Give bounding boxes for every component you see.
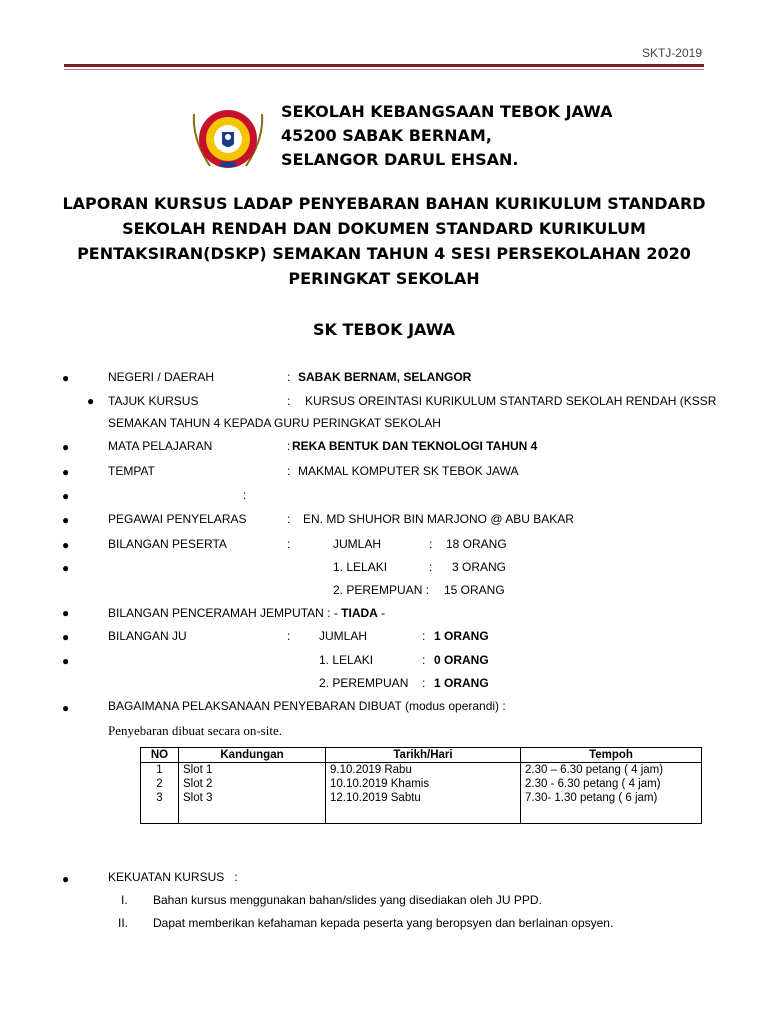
document-code: SKTJ-2019: [641, 46, 702, 60]
pelaksanaan-value: Penyebaran dibuat secara on-site.: [108, 723, 282, 738]
peserta-label: BILANGAN PESERTA: [108, 537, 227, 551]
kekuatan-text-2: Dapat memberikan kefahaman kepada peserta yang beropsyen dan berlainan opsyen.: [153, 916, 614, 930]
title-line-2: SEKOLAH RENDAH DAN DOKUMEN STANDARD KURIKULUM: [122, 219, 646, 238]
table-body-row: [141, 763, 702, 824]
bullet: ●: [62, 654, 70, 668]
colon: :: [429, 560, 433, 574]
tajuk-value-line2: SEMAKAN TAHUN 4 KEPADA GURU PERINGKAT SEKOLAH: [108, 416, 441, 430]
school-postcode: 45200 SABAK BERNAM,: [281, 126, 492, 145]
pelaksanaan-label: BAGAIMANA PELAKSANAAN PENYEBARAN DIBUAT: [108, 699, 402, 713]
colon: :: [422, 653, 426, 667]
peserta-jumlah-value: 18 ORANG: [446, 537, 507, 551]
bullet: ●: [62, 606, 70, 620]
peserta-perempuan-value: 15 ORANG: [444, 583, 505, 597]
colon: :: [422, 676, 426, 690]
school-crest-logo: [188, 104, 268, 174]
pegawai-value: EN. MD SHUHOR BIN MARJONO @ ABU BAKAR: [303, 512, 574, 526]
bullet: ●: [62, 872, 70, 886]
bullet: ●: [62, 561, 70, 575]
school-subtitle: SK TEBOK JAWA: [312, 320, 456, 339]
colon: :: [287, 439, 291, 453]
title-line-1: LAPORAN KURSUS LADAP PENYEBARAN BAHAN KURIKULUM STANDARD: [62, 194, 706, 213]
header-rule-thin: [64, 69, 704, 70]
peserta-lelaki-label: 1. LELAKI: [333, 560, 388, 574]
ju-jumlah-label: JUMLAH: [319, 629, 368, 643]
school-state: SELANGOR DARUL EHSAN.: [281, 150, 519, 169]
report-title: [60, 191, 708, 291]
colon: :: [287, 370, 291, 384]
tempat-value: MAKMAL KOMPUTER SK TEBOK JAWA: [298, 464, 519, 478]
peserta-perempuan-label: 2. PEREMPUAN :: [333, 583, 430, 597]
negeri-label: NEGERI / DAERAH: [108, 370, 215, 384]
kekuatan-line: KEKUATAN KURSUS :: [108, 870, 238, 884]
bullet: ●: [62, 538, 70, 552]
pegawai-label: PEGAWAI PENYELARAS: [108, 512, 247, 526]
colon: :: [287, 394, 291, 408]
kekuatan-num-2: II.: [118, 916, 129, 930]
tajuk-value-line1: KURSUS OREINTASI KURIKULUM STANTARD SEKOLAH RENDAH (KSSR: [305, 394, 717, 408]
ju-lelaki-value: 0 ORANG: [434, 653, 489, 667]
penceramah-suffix: -: [381, 606, 386, 620]
ju-jumlah-value: 1 ORANG: [434, 629, 489, 643]
tajuk-label: TAJUK KURSUS: [108, 394, 199, 408]
mata-label: MATA PELAJARAN: [108, 439, 213, 453]
cell-kandungan: Slot 2: [183, 778, 213, 790]
pelaksanaan-line: [108, 698, 506, 714]
ju-perempuan-value: 1 ORANG: [434, 676, 489, 690]
school-name: SEKOLAH KEBANGSAAN TEBOK JAWA: [281, 102, 613, 121]
colon: :: [287, 464, 291, 478]
col-header-tempoh: Tempoh: [521, 748, 702, 763]
peserta-lelaki-value: 3 ORANG: [452, 560, 507, 574]
colon: :: [287, 512, 291, 526]
colon: :: [422, 629, 426, 643]
peserta-jumlah-label: JUMLAH: [333, 537, 382, 551]
cell-tempoh: 2.30 – 6.30 petang ( 4 jam): [525, 764, 664, 776]
mata-value: REKA BENTUK DAN TEKNOLOGI TAHUN 4: [292, 439, 538, 453]
cell-no: 2: [156, 778, 163, 790]
title-line-4: PERINGKAT SEKOLAH: [288, 269, 480, 288]
cell-tempoh: 7.30- 1.30 petang ( 6 jam): [525, 792, 658, 804]
header-rule: [64, 64, 704, 67]
title-line-3: PENTAKSIRAN(DSKP) SEMAKAN TAHUN 4 SESI PERSEKOLAHAN 2020: [77, 244, 691, 263]
colon: :: [429, 537, 433, 551]
kekuatan-num-1: I.: [121, 893, 128, 907]
bullet: ●: [62, 630, 70, 644]
cell-no: 1: [156, 764, 163, 776]
colon: :: [287, 629, 291, 643]
col-header-kandungan: Kandungan: [179, 748, 326, 763]
penceramah-value: TIADA: [341, 606, 378, 620]
cell-kandungan: Slot 1: [183, 764, 213, 776]
schedule-table: [140, 747, 702, 824]
tempat-label: TEMPAT: [108, 464, 155, 478]
col-header-tarikh: Tarikh/Hari: [326, 748, 521, 763]
ju-perempuan-label: 2. PEREMPUAN: [319, 676, 409, 690]
colon: :: [287, 537, 291, 551]
cell-tarikh: 12.10.2019 Sabtu: [330, 792, 421, 804]
ju-label: BILANGAN JU: [108, 629, 187, 643]
col-header-no: NO: [141, 748, 179, 763]
pelaksanaan-note: (modus operandi) :: [405, 699, 506, 713]
cell-kandungan: Slot 3: [183, 792, 213, 804]
bullet: ●: [62, 701, 70, 715]
bullet: ●: [87, 394, 95, 408]
negeri-value: SABAK BERNAM, SELANGOR: [298, 370, 472, 384]
bullet: ●: [62, 465, 70, 479]
cell-no: 3: [156, 792, 163, 804]
bullet: ●: [62, 440, 70, 454]
kekuatan-label: KEKUATAN KURSUS: [108, 870, 225, 884]
bullet: ●: [62, 371, 70, 385]
bullet: ●: [62, 489, 70, 503]
table-header-row: [141, 748, 702, 763]
cell-tarikh: 9.10.2019 Rabu: [330, 764, 412, 776]
penceramah-line: [108, 605, 385, 621]
colon: :: [243, 488, 247, 502]
cell-tempoh: 2.30 - 6.30 petang ( 4 jam): [525, 778, 661, 790]
cell-tarikh: 10.10.2019 Khamis: [330, 778, 430, 790]
penceramah-label: BILANGAN PENCERAMAH JEMPUTAN : -: [108, 606, 338, 620]
kekuatan-text-1: Bahan kursus menggunakan bahan/slides yang disediakan oleh JU PPD.: [153, 893, 542, 907]
ju-lelaki-label: 1. LELAKI: [319, 653, 374, 667]
bullet: ●: [62, 513, 70, 527]
